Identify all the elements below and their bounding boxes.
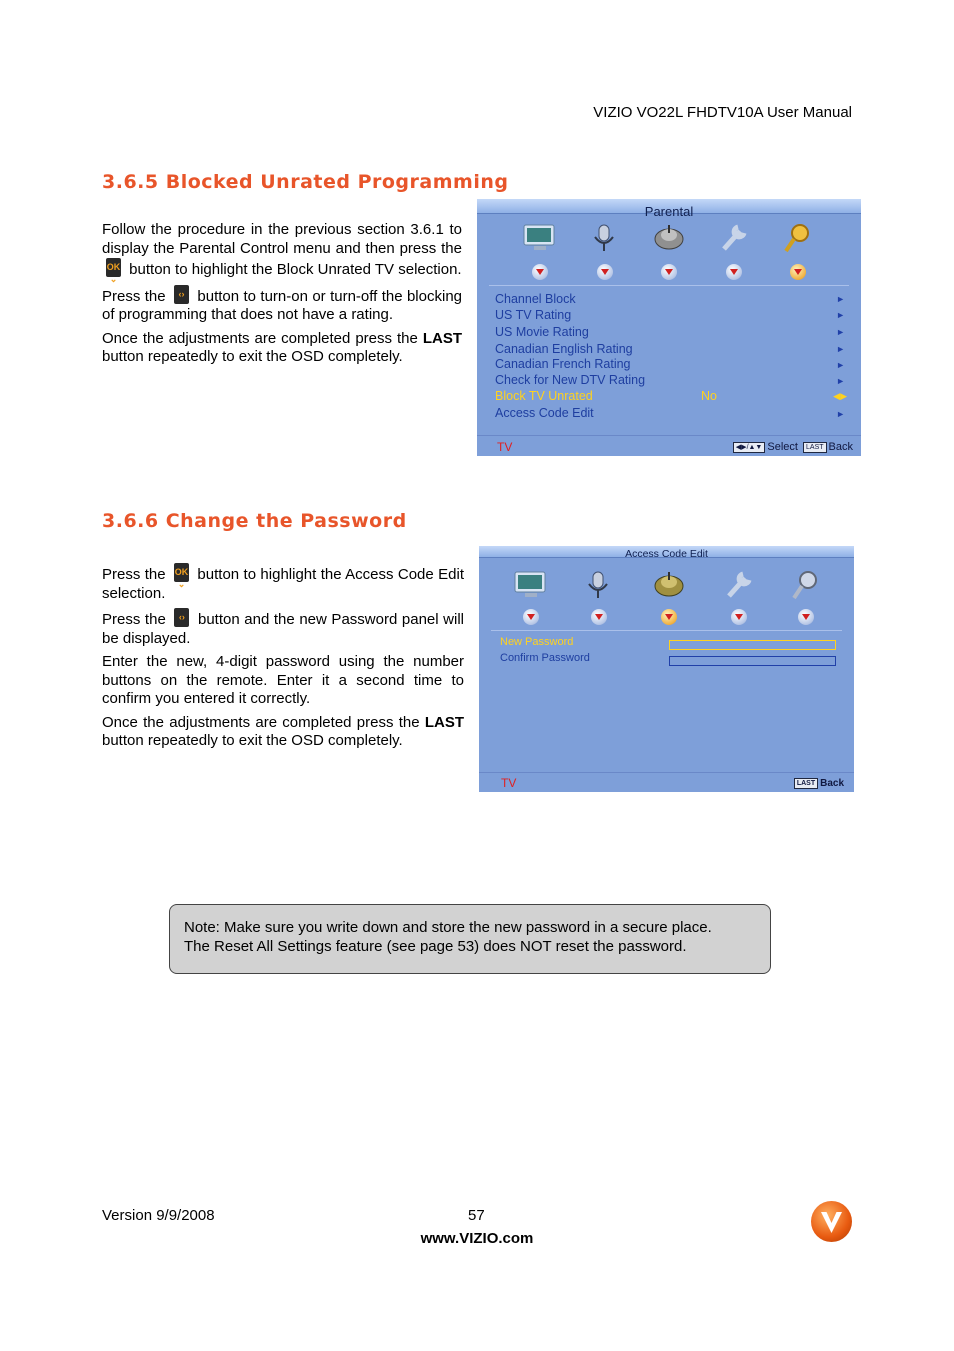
section2-paragraph-4: [102, 714, 464, 751]
osd-source-label: TV: [497, 440, 513, 454]
text: button to turn-on or turn-off the blocking of programming that does not have a rating.: [102, 287, 462, 323]
text: Once the adjustments are completed press the: [102, 713, 420, 731]
left-right-arrow-icon: ◀▶: [833, 391, 847, 401]
note-line-2: The Reset All Settings feature (see page 53) does NOT reset the password.: [184, 938, 687, 955]
ok-down-button-icon: OK ⌄: [174, 563, 189, 582]
page-number: 57: [468, 1207, 485, 1224]
osd-title: Access Code Edit: [625, 548, 708, 560]
menu-item-block-tv-unrated[interactable]: Block TV Unrated: [495, 389, 593, 403]
menu-arrow-right-icon: ►: [836, 294, 845, 304]
vizio-logo-icon: [811, 1201, 852, 1242]
new-password-input[interactable]: [669, 640, 836, 650]
section1-paragraph-1: [102, 221, 462, 284]
menu-item-us-tv-rating[interactable]: US TV Rating: [495, 308, 572, 322]
note-line-1: Note: Make sure you write down and store the new password in a secure place.: [184, 919, 712, 936]
footer-version: Version 9/9/2008: [102, 1207, 215, 1224]
menu-arrow-right-icon: ►: [836, 360, 845, 370]
text: button and the new Password panel will be displayed.: [102, 611, 465, 647]
text: button repeatedly to exit the OSD completely.: [102, 348, 403, 365]
last-key-label: LAST: [424, 713, 464, 731]
section2-paragraph-3: Enter the new, 4-digit password using the number buttons on the remote. Enter it a second time to confirm you entered it correctly.: [102, 653, 464, 707]
osd-title: Parental: [644, 204, 694, 219]
section2-paragraph-2: [102, 608, 464, 648]
field-label-new-password: New Password: [500, 636, 574, 648]
text: Press the: [102, 566, 166, 583]
section1-paragraph-3: [102, 330, 462, 367]
last-key-icon: LAST: [803, 442, 827, 453]
text: Press the: [102, 287, 166, 305]
manual-header: VIZIO VO22L FHDTV10A User Manual: [593, 104, 852, 121]
menu-item-canadian-french-rating[interactable]: Canadian French Rating: [495, 357, 631, 371]
menu-arrow-right-icon: ►: [836, 344, 845, 354]
menu-item-block-tv-unrated-value: No: [701, 389, 717, 403]
menu-arrow-right-icon: ►: [836, 376, 845, 386]
section1-paragraph-2: [102, 285, 462, 325]
section-title-change-password: 3.6.6 Change the Password: [102, 510, 407, 532]
text: button repeatedly to exit the OSD completely.: [102, 732, 403, 749]
section2-body: [102, 563, 464, 756]
hint-back: Back: [828, 441, 853, 453]
osd-footer-divider: [479, 772, 854, 773]
osd-footer-hints: [731, 441, 853, 453]
osd-divider: [491, 630, 842, 631]
osd-access-code-edit: [479, 546, 854, 792]
menu-arrow-right-icon: ►: [836, 327, 845, 337]
section2-paragraph-1: [102, 563, 464, 603]
navigate-keys-icon: ◀▶/▲▼: [733, 442, 766, 453]
text: Press the: [102, 611, 166, 628]
menu-item-channel-block[interactable]: Channel Block: [495, 292, 576, 306]
field-label-confirm-password: Confirm Password: [500, 652, 590, 664]
osd-divider: [489, 285, 849, 286]
section-title-blocked-unrated: 3.6.5 Blocked Unrated Programming: [102, 171, 509, 193]
note-box: [169, 904, 771, 974]
menu-item-canadian-english-rating[interactable]: Canadian English Rating: [495, 342, 633, 356]
text: Follow the procedure in the previous section 3.6.1 to display the Parental Control menu and then press the: [102, 221, 462, 257]
last-key-icon: LAST: [794, 778, 818, 789]
osd-footer-hints: [792, 778, 844, 789]
hint-back: Back: [820, 778, 844, 789]
footer-url: www.VIZIO.com: [420, 1230, 534, 1247]
menu-arrow-right-icon: ►: [836, 310, 845, 320]
left-right-button-icon: ‹›: [174, 285, 189, 304]
menu-item-access-code-edit[interactable]: Access Code Edit: [495, 406, 594, 420]
text: Once the adjustments are completed press the: [102, 329, 418, 347]
confirm-password-input[interactable]: [669, 656, 836, 666]
osd-source-label: TV: [501, 776, 517, 790]
left-right-button-icon: ‹›: [174, 608, 189, 627]
section1-body: [102, 221, 462, 372]
osd-footer-divider: [477, 435, 861, 436]
menu-arrow-right-icon: ►: [836, 409, 845, 419]
text: button to highlight the Block Unrated TV selection.: [129, 261, 462, 278]
ok-down-button-icon: OK ⌄: [106, 258, 121, 277]
hint-select: Select: [767, 441, 798, 453]
menu-item-check-new-dtv-rating[interactable]: Check for New DTV Rating: [495, 373, 646, 387]
menu-item-us-movie-rating[interactable]: US Movie Rating: [495, 325, 589, 339]
text: button to highlight the Access Code Edit selection.: [102, 566, 464, 602]
osd-parental-menu: [477, 199, 861, 456]
last-key-label: LAST: [422, 329, 462, 347]
